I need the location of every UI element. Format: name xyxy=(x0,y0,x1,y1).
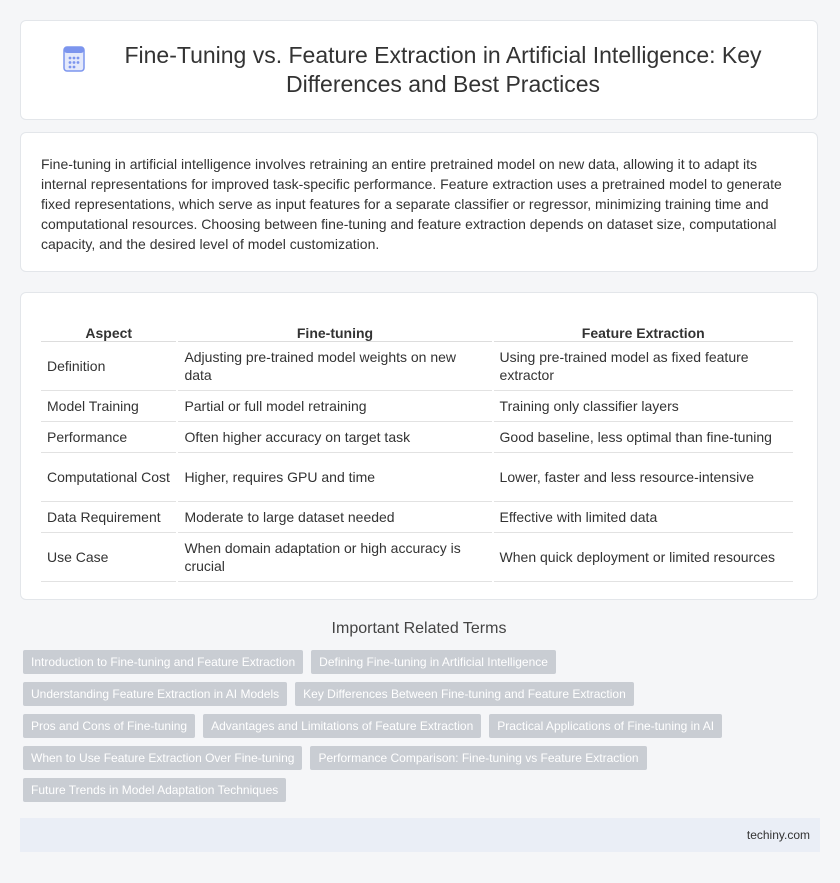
comparison-table xyxy=(39,313,795,582)
aspect-cell: Definition xyxy=(41,342,176,391)
related-tag[interactable]: Introduction to Fine-tuning and Feature Extraction xyxy=(23,650,303,674)
aspect-cell: Computational Cost xyxy=(41,453,176,502)
footer xyxy=(20,818,820,852)
related-tag[interactable]: Defining Fine-tuning in Artificial Intelligence xyxy=(311,650,556,674)
related-tags xyxy=(20,650,818,810)
related-tag[interactable]: Future Trends in Model Adaptation Techniques xyxy=(23,778,286,802)
header-aspect: Aspect xyxy=(41,313,176,342)
related-terms-heading: Important Related Terms xyxy=(331,620,507,637)
table-row xyxy=(41,422,793,453)
fine-tuning-cell: Adjusting pre-trained model weights on new data xyxy=(178,342,491,391)
aspect-cell: Use Case xyxy=(41,533,176,582)
related-tag[interactable]: Pros and Cons of Fine-tuning xyxy=(23,714,195,738)
page-title: Fine-Tuning vs. Feature Extraction in Artificial Intelligence: Key Differences and Best Practices xyxy=(124,42,762,97)
aspect-cell: Model Training xyxy=(41,391,176,422)
related-tag[interactable]: Understanding Feature Extraction in AI Models xyxy=(23,682,287,706)
aspect-cell: Data Requirement xyxy=(41,502,176,533)
header-fine-tuning: Fine-tuning xyxy=(178,313,491,342)
header-feature-extraction: Feature Extraction xyxy=(494,313,793,342)
intro-card xyxy=(20,132,818,272)
related-tag[interactable]: Key Differences Between Fine-tuning and Feature Extraction xyxy=(295,682,634,706)
fine-tuning-cell: Often higher accuracy on target task xyxy=(178,422,491,453)
comparison-card xyxy=(20,292,818,600)
related-tag[interactable]: Advantages and Limitations of Feature Extraction xyxy=(203,714,481,738)
feature-extraction-cell: Training only classifier layers xyxy=(494,391,793,422)
title-wrap xyxy=(61,41,777,99)
table-row xyxy=(41,342,793,391)
fine-tuning-cell: Higher, requires GPU and time xyxy=(178,453,491,502)
feature-extraction-cell: When quick deployment or limited resources xyxy=(494,533,793,582)
feature-extraction-cell: Lower, faster and less resource-intensive xyxy=(494,453,793,502)
intro-paragraph: Fine-tuning in artificial intelligence involves retraining an entire pretrained model on new data, allowing it to adapt its internal representations for improved task-specific performance. Feature extraction uses a pretrained model to generate fixed representations, which serve as input features for a separate classifier or regressor, minimizing training time and computational resources. Choosing between fine-tuning and feature extraction depends on dataset size, computational capacity, and the desired level of model customization. xyxy=(41,156,782,252)
related-tag[interactable]: Performance Comparison: Fine-tuning vs Feature Extraction xyxy=(310,746,646,770)
table-row xyxy=(41,391,793,422)
fine-tuning-cell: Partial or full model retraining xyxy=(178,391,491,422)
footer-site-link[interactable]: techiny.com xyxy=(746,828,810,842)
feature-extraction-cell: Effective with limited data xyxy=(494,502,793,533)
fine-tuning-cell: Moderate to large dataset needed xyxy=(178,502,491,533)
title-card xyxy=(20,20,818,120)
table-row xyxy=(41,502,793,533)
fine-tuning-cell: When domain adaptation or high accuracy is crucial xyxy=(178,533,491,582)
related-tag[interactable]: When to Use Feature Extraction Over Fine-tuning xyxy=(23,746,302,770)
aspect-cell: Performance xyxy=(41,422,176,453)
related-tag[interactable]: Practical Applications of Fine-tuning in AI xyxy=(489,714,722,738)
feature-extraction-cell: Using pre-trained model as fixed feature extractor xyxy=(494,342,793,391)
document-icon xyxy=(61,45,87,73)
feature-extraction-cell: Good baseline, less optimal than fine-tuning xyxy=(494,422,793,453)
related-terms-section xyxy=(20,615,818,810)
table-row xyxy=(41,533,793,582)
table-header-row xyxy=(41,313,793,342)
table-row xyxy=(41,453,793,502)
